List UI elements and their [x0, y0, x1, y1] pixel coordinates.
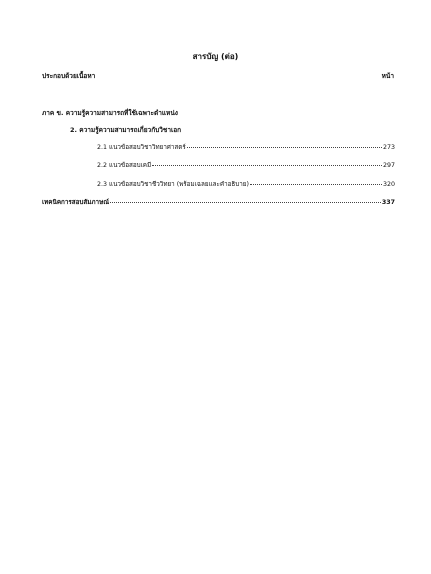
toc-entry-page: 297 — [382, 162, 395, 169]
subsection-heading: 2. ความรู้ความสามารถเกี่ยวกับวิชาเอก — [70, 126, 182, 134]
dot-leader — [110, 202, 381, 203]
column-header-page: หน้า — [381, 72, 394, 80]
toc-entry-page: 320 — [382, 181, 395, 188]
toc-entry — [97, 179, 395, 189]
page-title: สารบัญ (ต่อ) — [192, 52, 239, 61]
toc-entry-label: เทคนิคการสอบสัมภาษณ์ — [42, 199, 110, 206]
toc-entry-page: 337 — [381, 199, 395, 206]
toc-entry-label: 2.2 แนวข้อสอบเคมี — [97, 162, 152, 169]
dot-leader — [250, 184, 382, 185]
toc-entry — [97, 160, 395, 170]
toc-entry-page: 273 — [382, 144, 395, 151]
dot-leader — [187, 147, 382, 148]
column-header-content: ประกอบด้วยเนื้อหา — [42, 72, 96, 80]
dot-leader — [152, 165, 382, 166]
toc-entry-label: 2.3 แนวข้อสอบวิชาชีววิทยา (พร้อมเฉลยและคำอธิบาย) — [97, 181, 249, 188]
toc-entry — [97, 142, 395, 152]
toc-entry-final — [42, 197, 395, 207]
toc-entry-label: 2.1 แนวข้อสอบวิชาวิทยาศาสตร์ — [97, 144, 186, 151]
section-heading: ภาค ข. ความรู้ความสามารถที่ใช้เฉพาะตำแหน่ง — [42, 109, 178, 117]
